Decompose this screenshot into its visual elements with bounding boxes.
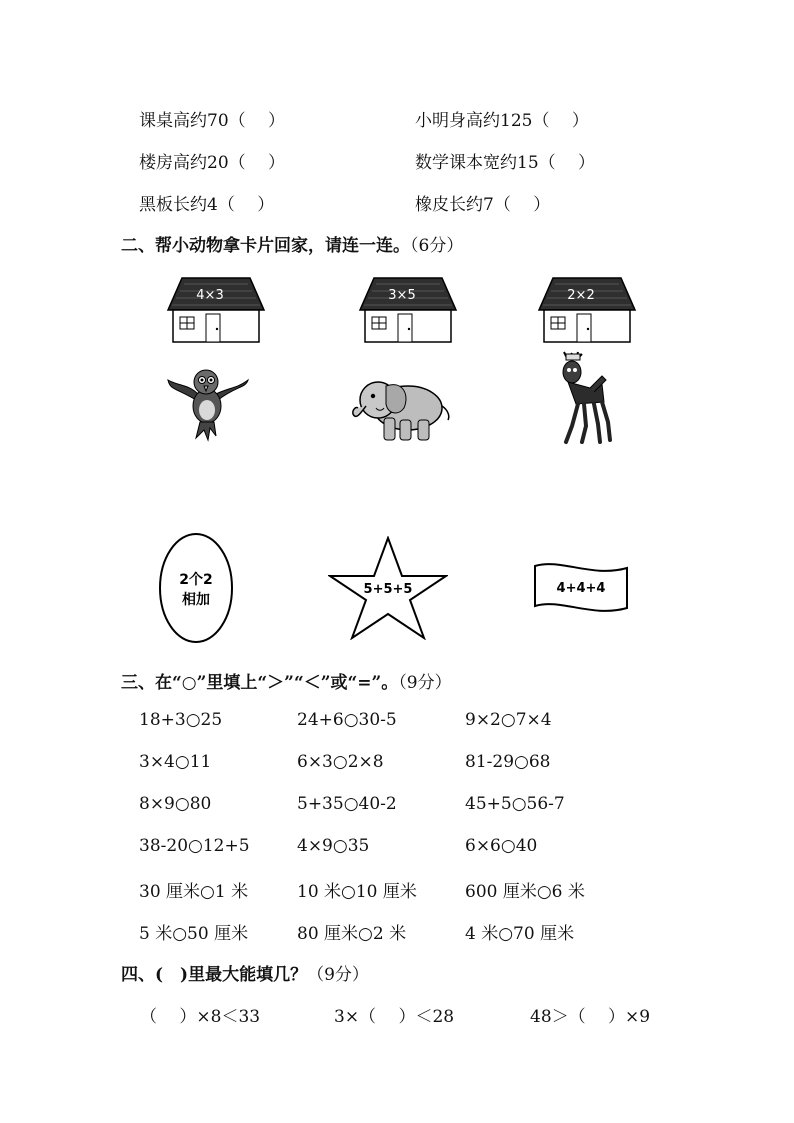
oval-card-line1: 2个2 xyxy=(179,572,213,588)
house-1 xyxy=(166,276,266,344)
section4-heading xyxy=(121,960,369,985)
section3-title: 三、在“○”里填上“＞”“＜”或“=”。 xyxy=(121,673,399,693)
estimate-desk: 课桌高约70（ ） xyxy=(139,111,286,131)
compare-item: 3×4○11 xyxy=(139,752,212,772)
estimate-eraser: 橡皮长约7（ ） xyxy=(415,195,551,215)
house-1-label: 4×3 xyxy=(196,288,224,303)
estimate-blackboard: 黑板长约4（ ） xyxy=(139,195,275,215)
compare-item: 600 厘米○6 米 xyxy=(465,882,585,902)
flag-card-label: 4+4+4 xyxy=(556,581,606,596)
max-fill-item: （ ）×8＜33 xyxy=(140,1007,261,1027)
section4-title: 四、( )里最大能填几？ xyxy=(121,965,308,985)
compare-item: 8×9○80 xyxy=(139,794,212,814)
compare-item: 18+3○25 xyxy=(139,710,223,730)
estimate-building: 楼房高约20（ ） xyxy=(139,153,286,173)
compare-item: 4 米○70 厘米 xyxy=(465,924,575,944)
section3-heading xyxy=(121,668,452,693)
compare-item: 45+5○56-7 xyxy=(465,794,565,814)
section2-title: 二、帮小动物拿卡片回家，请连一连。 xyxy=(121,236,410,256)
compare-item: 80 厘米○2 米 xyxy=(297,924,407,944)
section3-points: （9分） xyxy=(398,673,452,693)
compare-item: 5 米○50 厘米 xyxy=(139,924,249,944)
compare-item: 81-29○68 xyxy=(465,752,551,772)
house-2 xyxy=(358,276,458,344)
oval-card xyxy=(158,532,234,644)
section2-heading xyxy=(121,231,463,256)
max-fill-item: 3×（ ）＜28 xyxy=(334,1007,455,1027)
compare-item: 30 厘米○1 米 xyxy=(139,882,249,902)
max-fill-item: 48＞（ ）×9 xyxy=(530,1007,651,1027)
compare-item: 10 米○10 厘米 xyxy=(297,882,417,902)
bird-icon xyxy=(166,360,250,442)
estimate-textbook: 数学课本宽约15（ ） xyxy=(415,153,596,173)
estimate-xiaoming: 小明身高约125（ ） xyxy=(415,111,589,131)
house-3 xyxy=(537,276,637,344)
star-card-label: 5+5+5 xyxy=(363,582,413,597)
compare-item: 4×9○35 xyxy=(297,836,370,856)
compare-item: 9×2○7×4 xyxy=(465,710,552,730)
compare-item: 5+35○40-2 xyxy=(297,794,397,814)
flag-card xyxy=(532,560,630,614)
deer-icon xyxy=(550,350,612,446)
star-card xyxy=(328,536,448,640)
house-3-label: 2×2 xyxy=(567,288,595,303)
compare-item: 6×3○2×8 xyxy=(297,752,384,772)
compare-item: 38-20○12+5 xyxy=(139,836,250,856)
elephant-icon xyxy=(350,370,454,446)
compare-item: 24+6○30-5 xyxy=(297,710,397,730)
oval-card-line2: 相加 xyxy=(182,592,210,608)
house-2-label: 3×5 xyxy=(388,288,416,303)
section4-points: （9分） xyxy=(307,965,369,985)
section2-points: （6分） xyxy=(410,236,464,256)
compare-item: 6×6○40 xyxy=(465,836,538,856)
